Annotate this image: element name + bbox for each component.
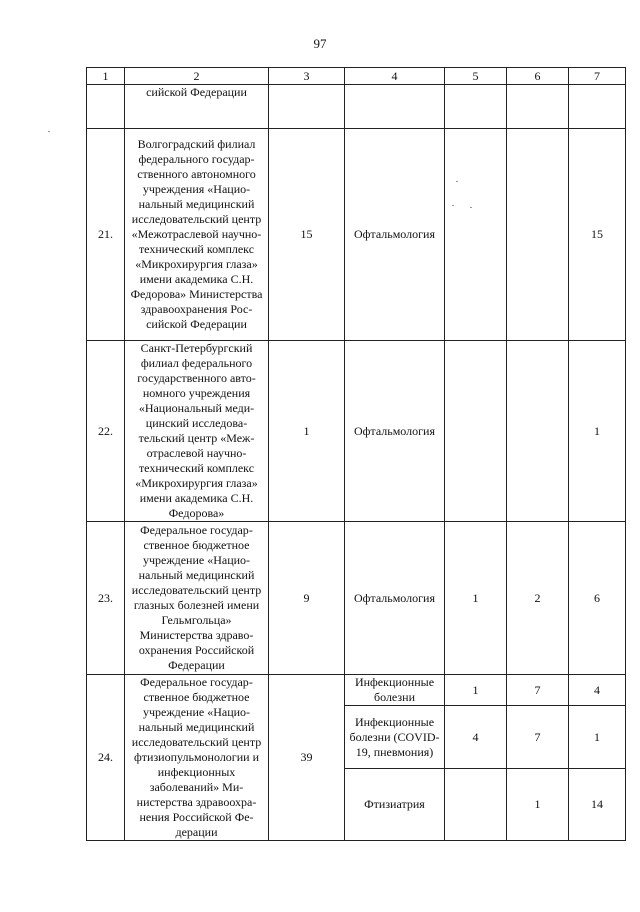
col7-cell: 4: [569, 675, 626, 706]
col7-cell: 14: [569, 769, 626, 841]
allocation-table: [86, 67, 626, 841]
row-number-cell: 22.: [87, 341, 125, 522]
header-cell: 2: [125, 68, 269, 85]
col6-cell: 7: [507, 706, 569, 769]
profile-cell: Фтизиатрия: [345, 769, 445, 841]
organization-cell: Федеральное государственное бюджетное учреждение «Национальный медицинский исследовательский центр фтизиопульмонологии и инфекционных заболеваний» Министерства здравоохранения Российской Федерации: [125, 675, 269, 841]
table-row: [87, 129, 626, 341]
col7-cell: 6: [569, 522, 626, 675]
total-cell: 1: [269, 341, 345, 522]
col5-cell: [445, 769, 507, 841]
col5-cell: [445, 341, 507, 522]
col6-cell: [507, 341, 569, 522]
col7-cell: 1: [569, 706, 626, 769]
total-cell: 15: [269, 129, 345, 341]
profile-cell: Инфекционные болезни (COVID-19, пневмония): [345, 706, 445, 769]
organization-cell: сийской Федерации: [125, 85, 269, 129]
profile-cell: Офтальмология: [345, 522, 445, 675]
table-row: [87, 522, 626, 675]
organization-cell: Санкт-Петербургский филиал федерального государственного автономного учреждения «Национальный медицинский исследовательский центр «Межотраслевой научно-технический комплекс «Микрохирургия глаза» имени академика С.Н. Федорова»: [125, 341, 269, 522]
total-cell: 9: [269, 522, 345, 675]
header-cell: 6: [507, 68, 569, 85]
row-number-cell: 21.: [87, 129, 125, 341]
scan-speck: [48, 131, 50, 132]
col6-cell: [507, 85, 569, 129]
header-cell: 5: [445, 68, 507, 85]
col5-cell: 1: [445, 675, 507, 706]
profile-cell: Офтальмология: [345, 129, 445, 341]
col6-cell: 2: [507, 522, 569, 675]
total-cell: 39: [269, 675, 345, 841]
profile-cell: [345, 85, 445, 129]
col5-cell: [445, 129, 507, 341]
total-cell: [269, 85, 345, 129]
header-row: [87, 68, 626, 85]
table-row-continuation: [87, 85, 626, 129]
profile-cell: Офтальмология: [345, 341, 445, 522]
col5-cell: [445, 85, 507, 129]
page-number: 97: [313, 36, 327, 51]
row-number-cell: 23.: [87, 522, 125, 675]
col7-cell: 1: [569, 341, 626, 522]
scan-speck: [452, 205, 454, 206]
scan-speck: [470, 207, 472, 208]
header-cell: 4: [345, 68, 445, 85]
col6-cell: 1: [507, 769, 569, 841]
table-row: [87, 341, 626, 522]
col6-cell: 7: [507, 675, 569, 706]
row-number-cell: [87, 85, 125, 129]
profile-cell: Инфекционные болезни: [345, 675, 445, 706]
header-cell: 3: [269, 68, 345, 85]
col7-cell: [569, 85, 626, 129]
header-cell: 7: [569, 68, 626, 85]
col5-cell: 1: [445, 522, 507, 675]
organization-cell: Волгоградский филиал федерального государственного автономного учреждения «Национальный медицинский исследовательский центр «Межотраслевой научно-технический комплекс «Микрохирургия глаза» имени академика С.Н. Федорова» Министерства здравоохранения Российской Федерации: [125, 129, 269, 341]
organization-cell: Федеральное государственное бюджетное учреждение «Национальный медицинский исследовательский центр глазных болезней имени Гельмгольца» Министерства здравоохранения Российской Федерации: [125, 522, 269, 675]
col6-cell: [507, 129, 569, 341]
header-cell: 1: [87, 68, 125, 85]
table-row: [87, 675, 626, 706]
row-number-cell: 24.: [87, 675, 125, 841]
col5-cell: 4: [445, 706, 507, 769]
col7-cell: 15: [569, 129, 626, 341]
scan-speck: [456, 181, 458, 182]
